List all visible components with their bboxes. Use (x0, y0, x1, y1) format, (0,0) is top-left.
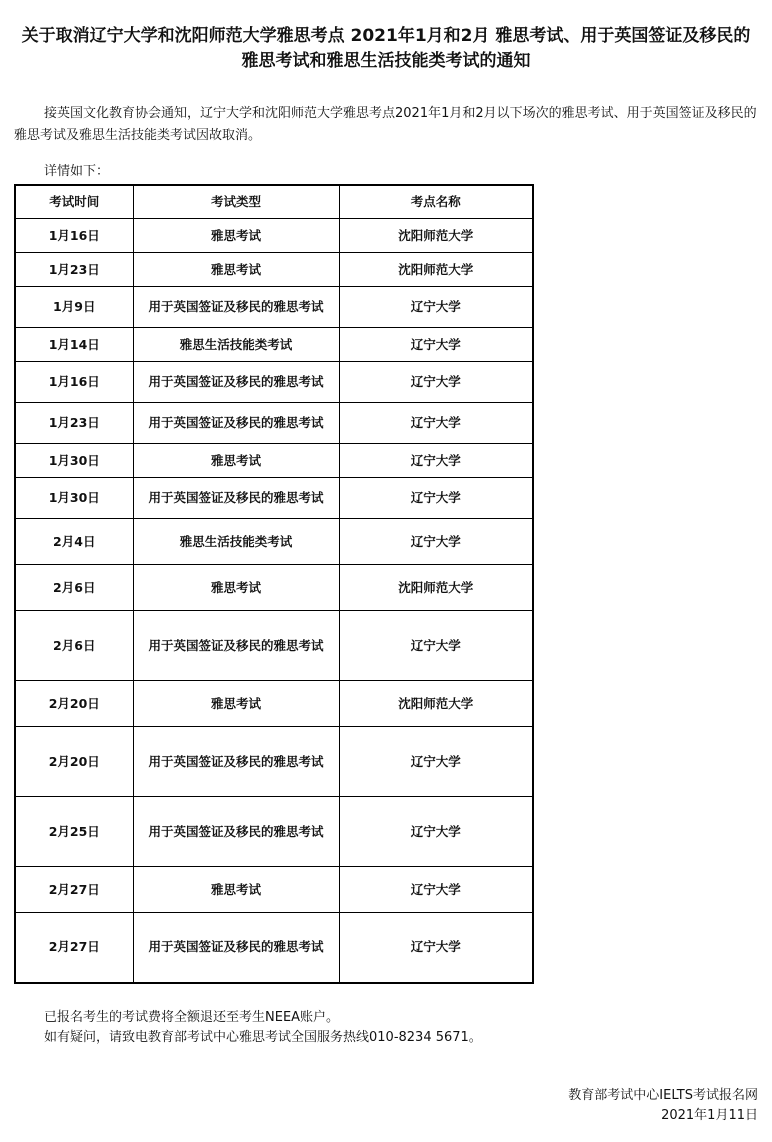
cell-location: 辽宁大学 (339, 362, 533, 403)
cell-date: 1月30日 (15, 478, 133, 519)
cell-date: 1月16日 (15, 362, 133, 403)
cell-date: 2月6日 (15, 565, 133, 611)
cell-type: 用于英国签证及移民的雅思考试 (133, 403, 339, 444)
cell-date: 2月27日 (15, 913, 133, 983)
cell-type: 用于英国签证及移民的雅思考试 (133, 287, 339, 328)
cell-location: 辽宁大学 (339, 867, 533, 913)
cell-date: 1月23日 (15, 253, 133, 287)
cell-date: 2月6日 (15, 611, 133, 681)
cell-date: 1月16日 (15, 219, 133, 253)
cell-type: 雅思考试 (133, 867, 339, 913)
table-row (15, 362, 533, 403)
cell-location: 辽宁大学 (339, 611, 533, 681)
cell-type: 用于英国签证及移民的雅思考试 (133, 727, 339, 797)
cell-date: 1月30日 (15, 444, 133, 478)
cell-type: 雅思考试 (133, 565, 339, 611)
cell-location: 沈阳师范大学 (339, 219, 533, 253)
cell-location: 辽宁大学 (339, 797, 533, 867)
cell-location: 辽宁大学 (339, 287, 533, 328)
cell-date: 2月25日 (15, 797, 133, 867)
table-row (15, 797, 533, 867)
cell-date: 2月27日 (15, 867, 133, 913)
table-row (15, 727, 533, 797)
cell-type: 用于英国签证及移民的雅思考试 (133, 797, 339, 867)
cell-type: 雅思考试 (133, 253, 339, 287)
table-row (15, 519, 533, 565)
cell-location: 辽宁大学 (339, 727, 533, 797)
cell-location: 辽宁大学 (339, 403, 533, 444)
signature-org: 教育部考试中心IELTS考试报名网 (568, 1088, 758, 1103)
details-label: 详情如下： (44, 164, 110, 179)
signature-date: 2021年1月11日 (661, 1108, 758, 1123)
table-row (15, 681, 533, 727)
cell-date: 1月23日 (15, 403, 133, 444)
table-row (15, 913, 533, 983)
hotline-note: 如有疑问，请致电教育部考试中心雅思考试全国服务热线010-8234 5671。 (44, 1030, 482, 1045)
cell-type: 雅思生活技能类考试 (133, 328, 339, 362)
cell-location: 沈阳师范大学 (339, 681, 533, 727)
table-row (15, 444, 533, 478)
cell-location: 沈阳师范大学 (339, 565, 533, 611)
cell-location: 辽宁大学 (339, 913, 533, 983)
cell-type: 雅思生活技能类考试 (133, 519, 339, 565)
table-row (15, 328, 533, 362)
cell-type: 用于英国签证及移民的雅思考试 (133, 362, 339, 403)
cell-location: 辽宁大学 (339, 328, 533, 362)
cell-type: 雅思考试 (133, 681, 339, 727)
table-row (15, 611, 533, 681)
table-row (15, 867, 533, 913)
footnotes (44, 1008, 482, 1048)
cell-type: 用于英国签证及移民的雅思考试 (133, 913, 339, 983)
cell-location: 辽宁大学 (339, 478, 533, 519)
cell-type: 雅思考试 (133, 444, 339, 478)
table-row (15, 287, 533, 328)
cell-date: 1月14日 (15, 328, 133, 362)
cell-date: 2月4日 (15, 519, 133, 565)
cell-type: 雅思考试 (133, 219, 339, 253)
cell-type: 用于英国签证及移民的雅思考试 (133, 478, 339, 519)
notice-title: 关于取消辽宁大学和沈阳师范大学雅思考点 2021年1月和2月 雅思考试、用于英国签证及移民的雅思考试和雅思生活技能类考试的通知 (21, 26, 751, 71)
table-row (15, 565, 533, 611)
table-row (15, 478, 533, 519)
header-date: 考试时间 (15, 185, 133, 219)
cell-location: 辽宁大学 (339, 519, 533, 565)
refund-note: 已报名考生的考试费将全额退还至考生NEEA账户。 (44, 1010, 340, 1025)
cell-date: 2月20日 (15, 681, 133, 727)
table-row (15, 403, 533, 444)
signature (568, 1086, 758, 1126)
cancellation-table (14, 184, 534, 984)
intro-paragraph: 接英国文化教育协会通知，辽宁大学和沈阳师范大学雅思考点2021年1月和2月以下场次的雅思考试、用于英国签证及移民的雅思考试及雅思生活技能类考试因故取消。 (14, 106, 757, 143)
table-row (15, 253, 533, 287)
cell-date: 1月9日 (15, 287, 133, 328)
cell-type: 用于英国签证及移民的雅思考试 (133, 611, 339, 681)
cell-location: 沈阳师范大学 (339, 253, 533, 287)
table-header-row (15, 185, 533, 219)
cell-date: 2月20日 (15, 727, 133, 797)
table-row (15, 219, 533, 253)
header-location: 考点名称 (339, 185, 533, 219)
cell-location: 辽宁大学 (339, 444, 533, 478)
header-type: 考试类型 (133, 185, 339, 219)
